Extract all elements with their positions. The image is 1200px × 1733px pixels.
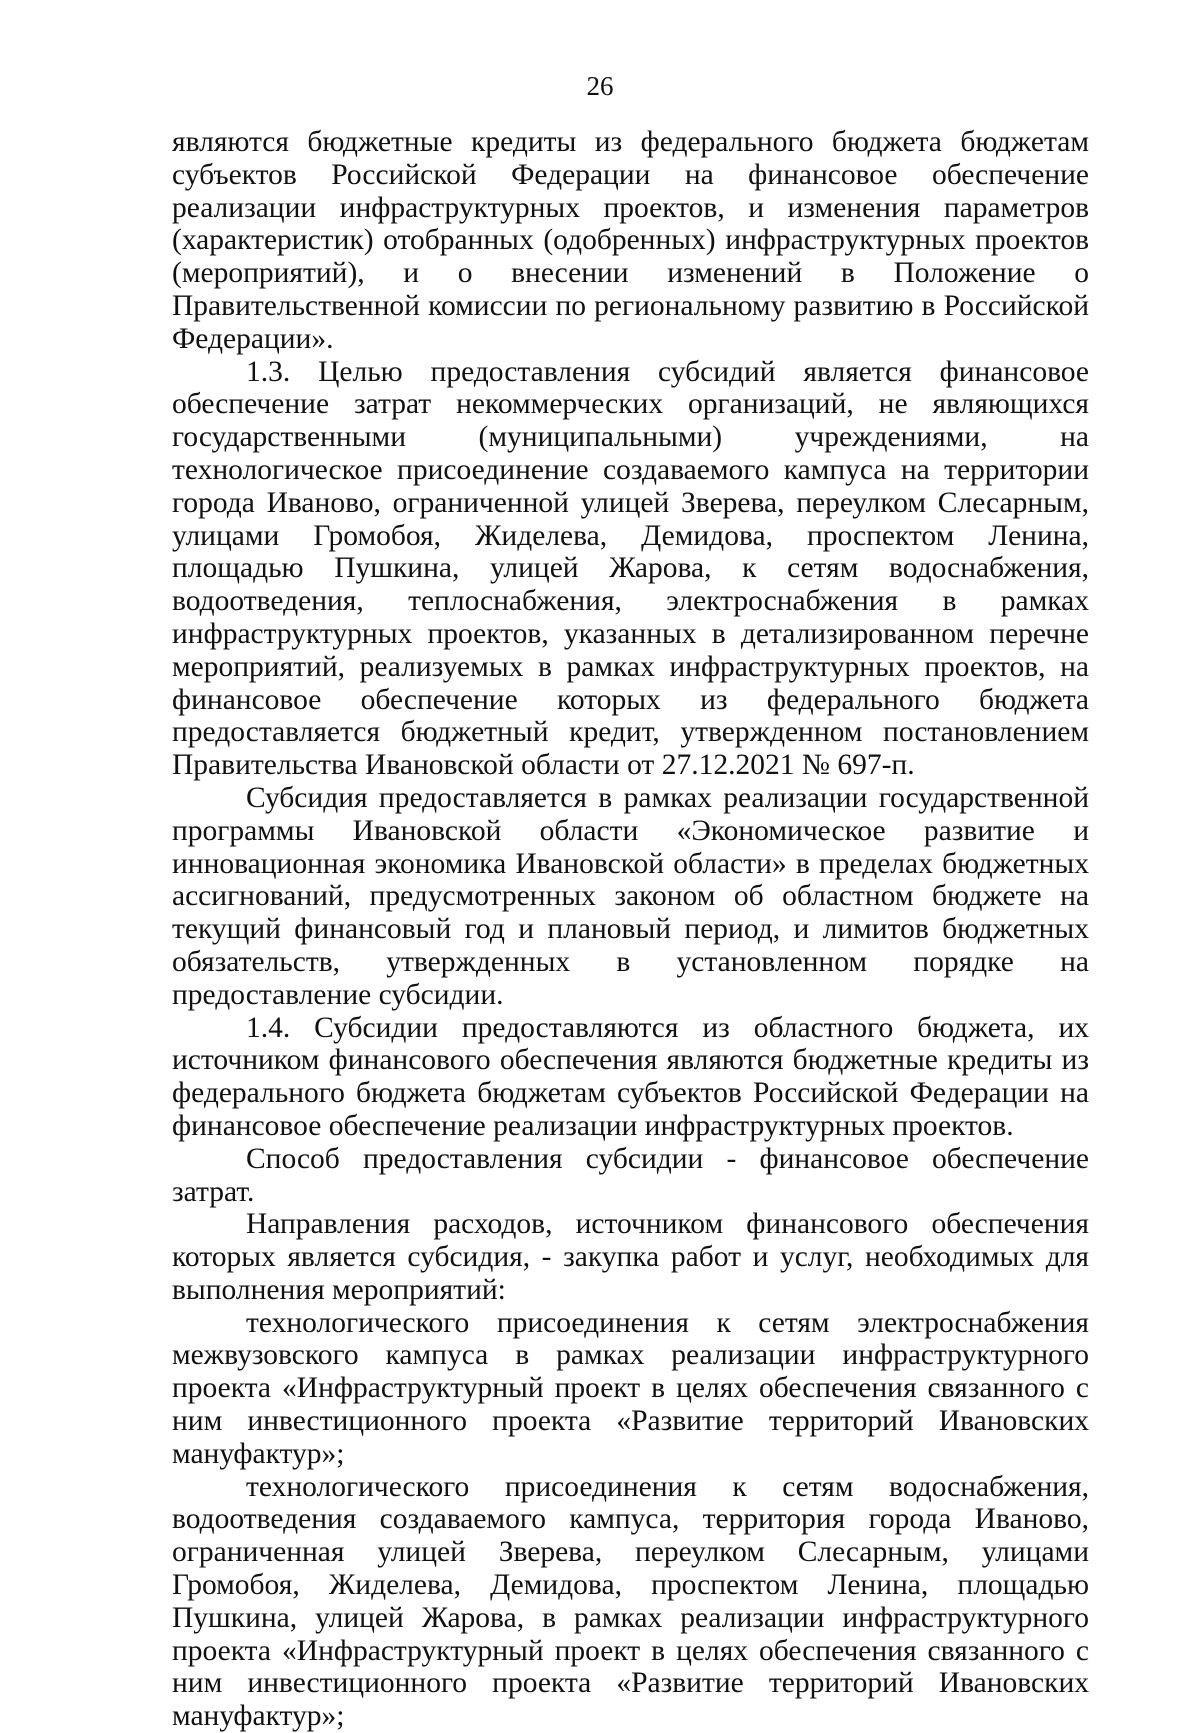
document-body — [172, 126, 1089, 1733]
paragraph-1-3-purpose: 1.3. Целью предоставления субсидий является финансовое обеспечение затрат некоммерческих организаций, не являющихся государственными (муниципальными) учреждениями, на технологическое присоединение создаваемого кампуса на территории города Иваново, ограниченной улицей Зверева, переулком Слесарным, улицами Громобоя, Жиделева, Демидова, проспектом Ленина, площадью Пушкина, улицей Жарова, к сетям водоснабжения, водоотведения, теплоснабжения, электроснабжения в рамках инфраструктурных проектов, указанных в детализированном перечне мероприятий, реализуемых в рамках инфраструктурных проектов, на финансовое обеспечение которых из федерального бюджета предоставляется бюджетный кредит, утвержденном постановлением Правительства Ивановской области от 27.12.2021 № 697-п. — [172, 355, 1089, 782]
paragraph-method: Способ предоставления субсидии - финансовое обеспечение затрат. — [172, 1142, 1089, 1208]
page-number: 26 — [586, 71, 614, 101]
paragraph-subsidy-program: Субсидия предоставляется в рамках реализации государственной программы Ивановской области «Экономическое развитие и инновационная экономика Ивановской области» в пределах бюджетных ассигнований, предусмотренных законом об областном бюджете на текущий финансовый год и плановый период, и лимитов бюджетных обязательств, утвержденных в установленном порядке на предоставление субсидии. — [172, 781, 1089, 1011]
paragraph-1-4-source: 1.4. Субсидии предоставляются из областного бюджета, их источником финансового обеспечения являются бюджетные кредиты из федерального бюджета бюджетам субъектов Российской Федерации на финансовое обеспечение реализации инфраструктурных проектов. — [172, 1011, 1089, 1142]
list-item-water-connection: технологического присоединения к сетям водоснабжения, водоотведения создаваемого кампуса, территория города Иваново, ограниченная улицей Зверева, переулком Слесарным, улицами Громобоя, Жиделева, Демидова, проспектом Ленина, площадью Пушкина, улицей Жарова, в рамках реализации инфраструктурного проекта «Инфраструктурный проект в целях обеспечения связанного с ним инвестиционного проекта «Развитие территорий Ивановских мануфактур»; — [172, 1470, 1089, 1733]
list-item-electricity-connection: технологического присоединения к сетям электроснабжения межвузовского кампуса в рамках реализации инфраструктурного проекта «Инфраструктурный проект в целях обеспечения связанного с ним инвестиционного проекта «Развитие территорий Ивановских мануфактур»; — [172, 1306, 1089, 1470]
paragraph-expense-directions: Направления расходов, источником финансового обеспечения которых является субсидия, - закупка работ и услуг, необходимых для выполнения мероприятий: — [172, 1208, 1089, 1306]
paragraph-continuation: являются бюджетные кредиты из федерального бюджета бюджетам субъектов Российской Федерации на финансовое обеспечение реализации инфраструктурных проектов, и изменения параметров (характеристик) отобранных (одобренных) инфраструктурных проектов (мероприятий), и о внесении изменений в Положение о Правительственной комиссии по региональному развитию в Российской Федерации». — [172, 126, 1089, 355]
